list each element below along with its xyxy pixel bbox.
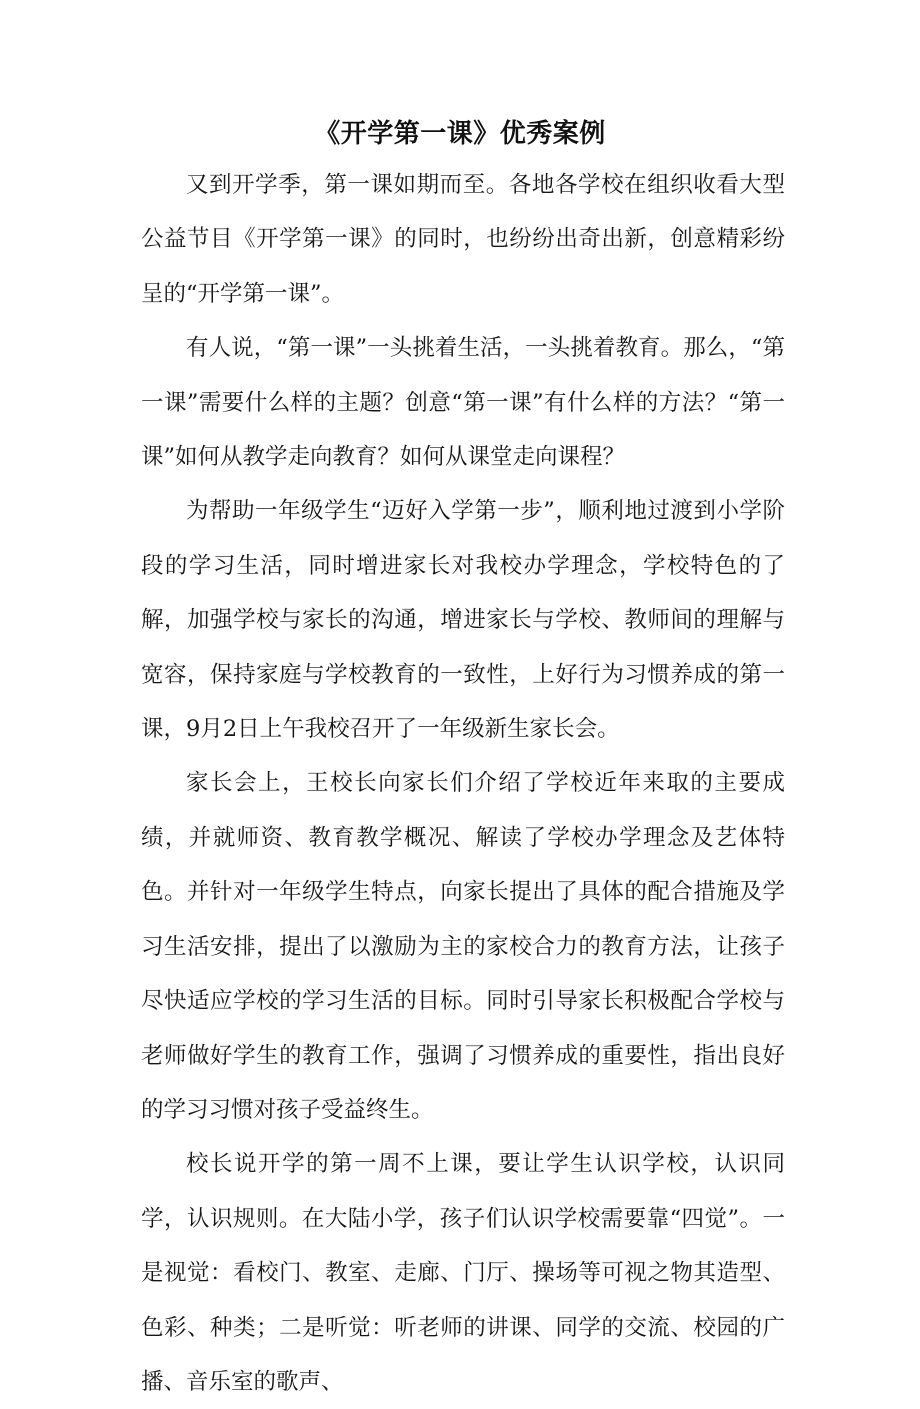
paragraph: 校长说开学的第一周不上课，要让学生认识学校，认识同学，认识规则。在大陆小学，孩子们认识学校需要靠“四觉”。一是视觉：看校门、教室、走廊、门厅、操场等可视之物其造型、色彩、种类；二是听觉：听老师的讲课、同学的交流、校园的广播、音乐室的歌声、 [141,1151,785,1395]
document-body [141,158,785,1409]
paragraph: 家长会上，王校长向家长们介绍了学校近年来取的主要成绩，并就师资、教育教学概况、解读了学校办学理念及艺体特色。并针对一年级学生特点，向家长提出了具体的配合措施及学习生活安排，提出了以激励为主的家校合力的教育方法，让孩子尽快适应学校的学习生活的目标。同时引导家长积极配合学校与老师做好学生的教育工作，强调了习惯养成的重要性，指出良好的学习习惯对孩子受益终生。 [141,770,785,1123]
paragraph: 有人说，“第一课”一头挑着生活，一头挑着教育。那么，“第一课”需要什么样的主题？创意“第一课”有什么样的方法？“第一课”如何从教学走向教育？如何从课堂走向课程？ [141,335,785,471]
document-title: 《开学第一课》优秀案例 [314,119,606,149]
paragraph: 又到开学季，第一课如期而至。各地各学校在组织收看大型公益节目《开学第一课》的同时，也纷纷出奇出新，创意精彩纷呈的“开学第一课”。 [141,172,785,307]
paragraph: 为帮助一年级学生“迈好入学第一步”，顺利地过渡到小学阶段的学习生活，同时增进家长对我校办学理念，学校特色的了解，加强学校与家长的沟通，增进家长与学校、教师间的理解与宽容，保持家庭与学校教育的一致性，上好行为习惯养成的第一课，9月2日上午我校召开了一年级新生家长会。 [141,498,785,743]
